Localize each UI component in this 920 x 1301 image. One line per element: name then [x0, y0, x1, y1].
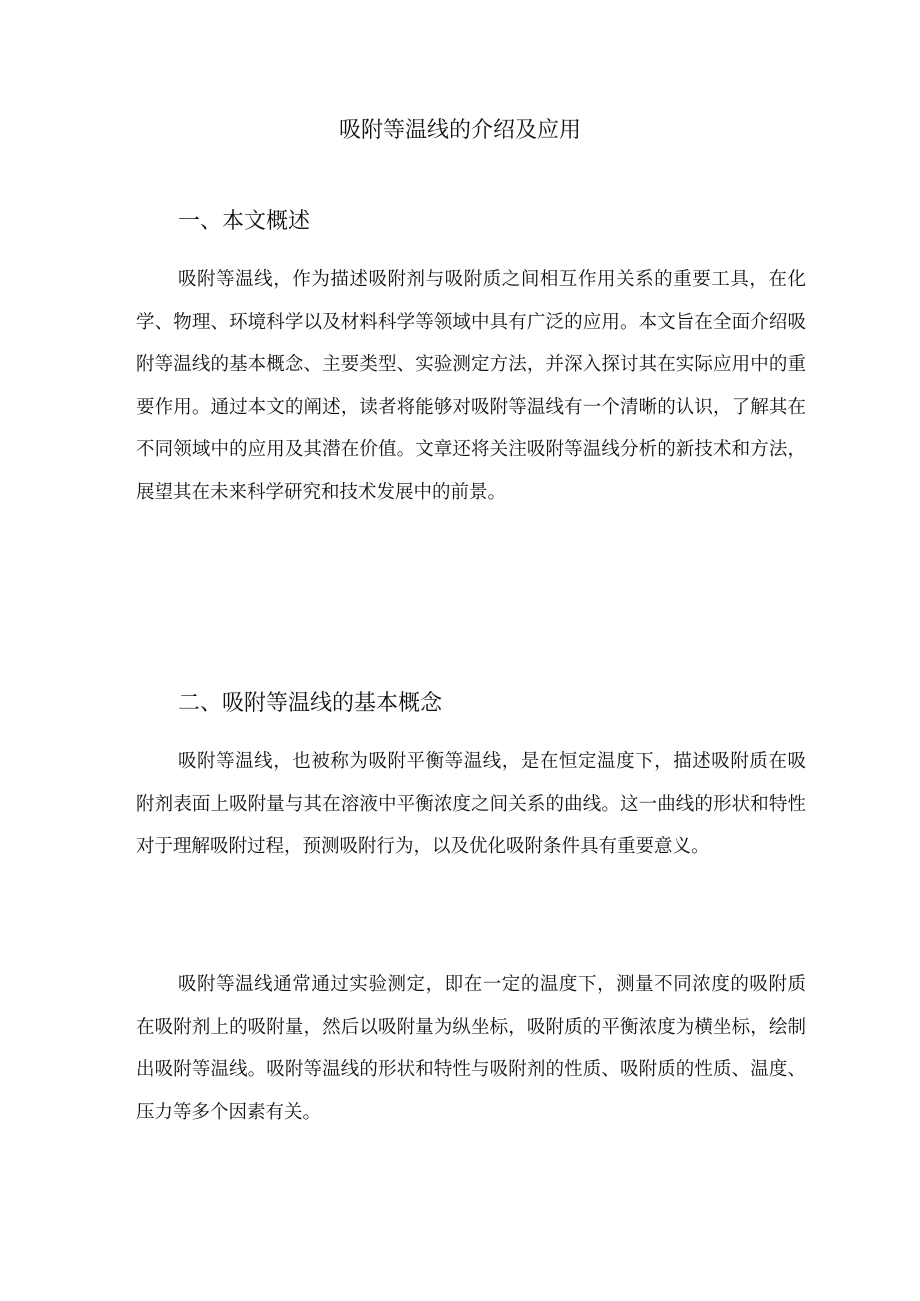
section-heading-overview: 一、本文概述	[178, 209, 311, 234]
paragraph-basic-concept-2: 吸附等温线通常通过实验测定，即在一定的温度下，测量不同浓度的吸附质在吸附剂上的吸附量，然后以吸附量为纵坐标，吸附质的平衡浓度为横坐标，绘制出吸附等温线。吸附等温线的形状和特性与吸附剂的性质、吸附质的性质、温度、压力等多个因素有关。	[136, 974, 806, 1123]
paragraph-basic-concept-1: 吸附等温线，也被称为吸附平衡等温线，是在恒定温度下，描述吸附质在吸附剂表面上吸附量与其在溶液中平衡浓度之间关系的曲线。这一曲线的形状和特性对于理解吸附过程，预测吸附行为，以及优化吸附条件具有重要意义。	[136, 751, 806, 857]
document-title: 吸附等温线的介绍及应用	[338, 118, 581, 143]
paragraph-overview: 吸附等温线，作为描述吸附剂与吸附质之间相互作用关系的重要工具，在化学、物理、环境科学以及材料科学等领域中具有广泛的应用。本文旨在全面介绍吸附等温线的基本概念、主要类型、实验测定方法，并深入探讨其在实际应用中的重要作用。通过本文的阐述，读者将能够对吸附等温线有一个清晰的认识，了解其在不同领域中的应用及其潜在价值。文章还将关注吸附等温线分析的新技术和方法，展望其在未来科学研究和技术发展中的前景。	[136, 269, 806, 503]
section-heading-basic-concept: 二、吸附等温线的基本概念	[178, 691, 443, 716]
